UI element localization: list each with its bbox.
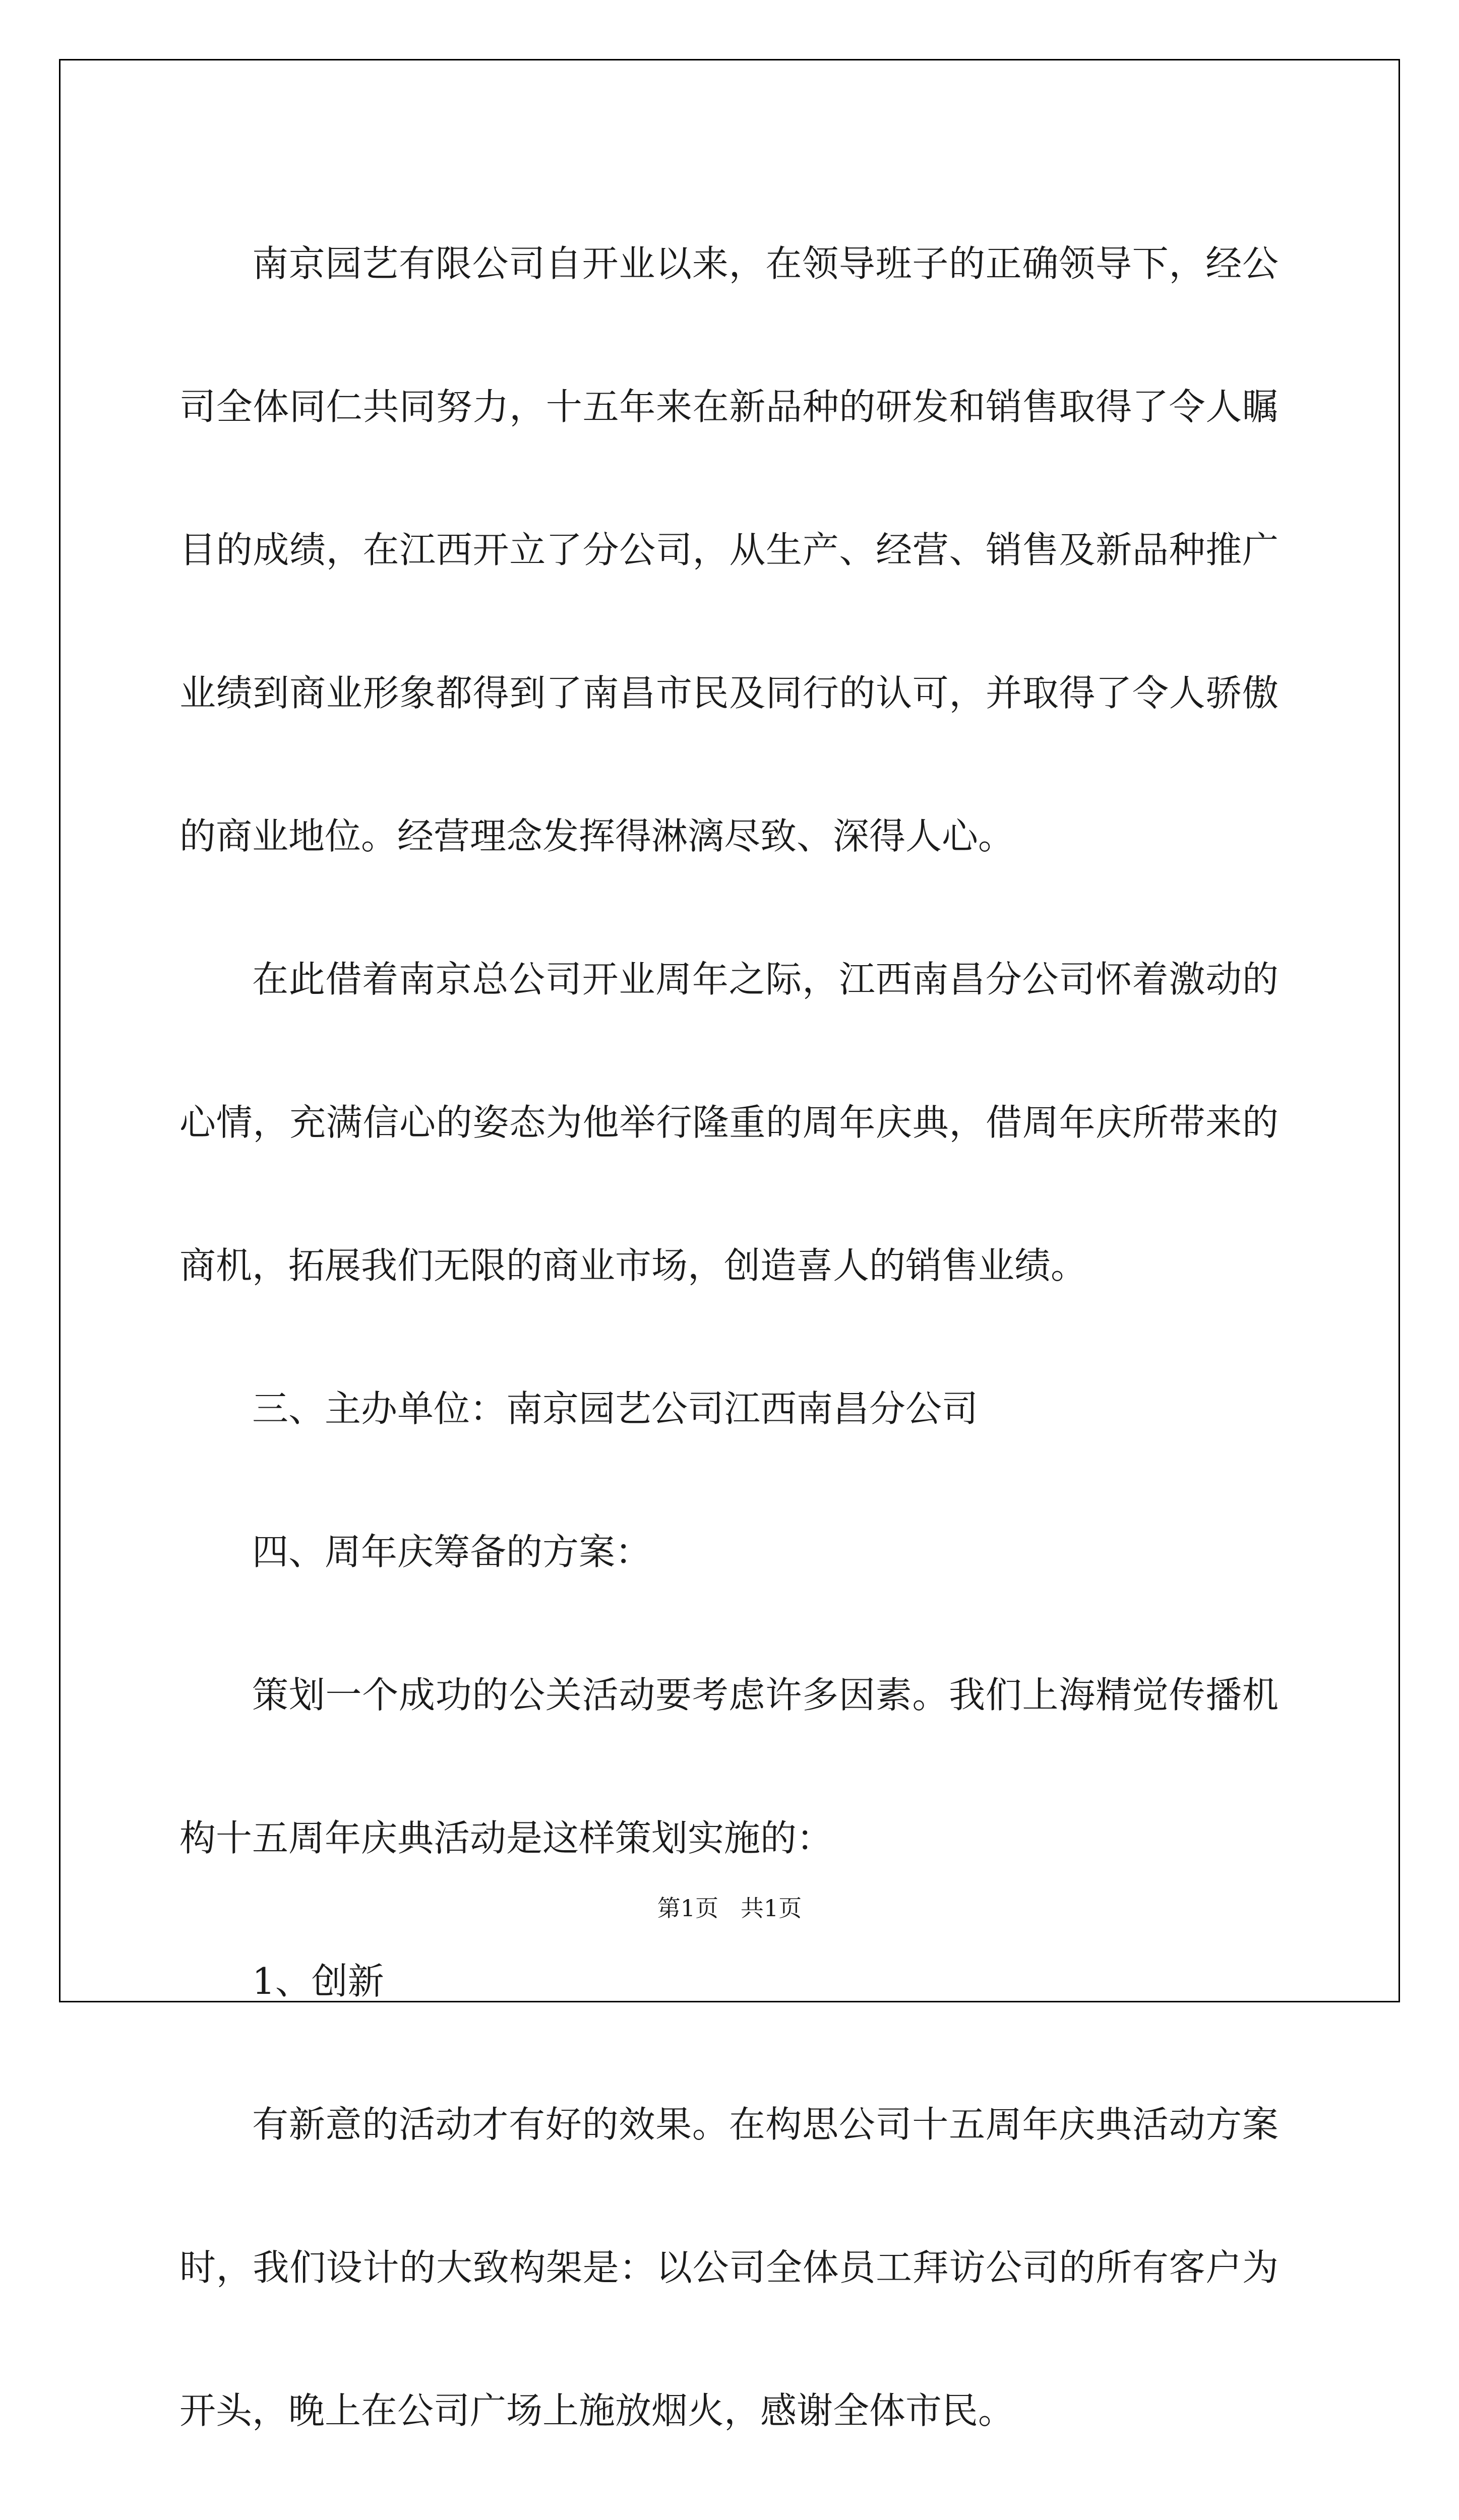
page-number: 第1页 共1页	[657, 1895, 802, 1922]
paragraph-anniversary-occasion: 在此借着南京总公司开业周年之际，江西南昌分公司怀着激动的心情，充满信心的姿态为他举行隆重的周年庆典，借周年庆所带来的商机，拓展我们无限的商业市场，创造喜人的销售业绩。	[179, 958, 1279, 1287]
paragraph-plan-heading: 四、周年庆筹备的方案：	[252, 1531, 652, 1573]
paragraph-company-intro: 南京园艺有限公司自开业以来，在领导班子的正确领导下，经公司全体同仁共同努力，十五年来在新品种的研发和销售取得了令人瞩目的成绩，在江西开立了分公司，从生产、经营、销售及新品种推广业绩到商业形象都得到了南昌市民及同行的认可，并取得了令人骄傲的商业地位。经营理念发挥得淋漓尽致、深得人心。	[179, 242, 1279, 857]
paragraph-organizer: 三、主办单位：南京园艺公司江西南昌分公司	[252, 1388, 979, 1430]
document-body	[179, 192, 1279, 2520]
page-footer	[0, 1890, 1459, 1923]
paragraph-planning-intro: 策划一个成功的公关活动要考虑许多因素。我们上海精觉传播机构十五周年庆典活动是这样策划实施的：	[179, 1674, 1279, 1859]
paragraph-timing-heading	[179, 2482, 1279, 2520]
paragraph-innovation-heading: 1、创新	[252, 1960, 384, 2002]
paragraph-innovation-body: 有新意的活动才有好的效果。在构思公司十五周年庆典活动方案时，我们设计的大致构架是：以公司全体员工拜访公司的所有客户为开头，晚上在公司广场上施放烟火，感谢全体市民。	[179, 2103, 1279, 2432]
